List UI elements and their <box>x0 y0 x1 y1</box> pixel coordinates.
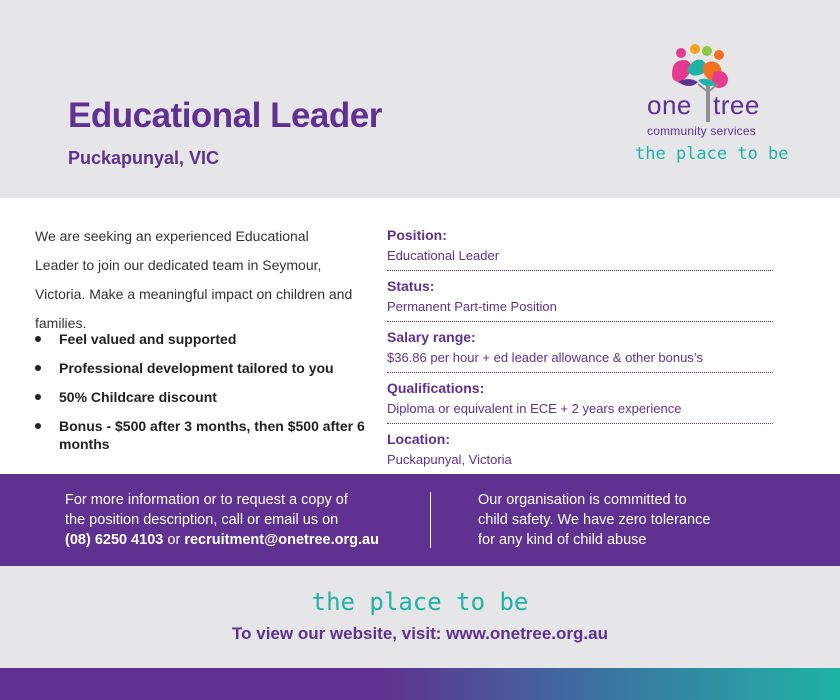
contact-info <box>65 490 415 550</box>
detail-status <box>387 277 773 322</box>
detail-value: $36.86 per hour + ed leader allowance & other bonus’s <box>387 350 703 365</box>
detail-value: Diploma or equivalent in ECE + 2 years experience <box>387 401 682 416</box>
contact-line <box>65 530 415 550</box>
detail-label: Salary range: <box>387 329 476 345</box>
onetree-logo <box>628 42 788 172</box>
contact-line: For more information or to request a copy of <box>65 492 348 508</box>
logo-word-one: one <box>647 90 692 120</box>
email-link[interactable]: recruitment@onetree.org.au <box>184 532 379 548</box>
detail-label: Location: <box>387 431 450 447</box>
detail-label: Status: <box>387 278 435 294</box>
footer-tagline: the place to be <box>311 588 529 616</box>
safety-line: Our organisation is committed to <box>478 492 687 508</box>
detail-qualifications <box>387 379 773 424</box>
detail-value: Puckapunyal, Victoria <box>387 452 512 467</box>
detail-label: Position: <box>387 227 447 243</box>
list-item: 50% Childcare discount <box>35 388 365 406</box>
detail-location <box>387 430 773 474</box>
website-link[interactable]: To view our website, visit: www.onetree.org.au <box>232 624 608 643</box>
child-safety-statement <box>478 490 768 550</box>
safety-line: child safety. We have zero tolerance <box>478 512 711 528</box>
safety-line: for any kind of child abuse <box>478 532 647 548</box>
detail-value: Permanent Part-time Position <box>387 299 557 314</box>
detail-salary <box>387 328 773 373</box>
logo-community-services: community services <box>647 124 756 138</box>
contact-line: the position description, call or email us on <box>65 512 339 528</box>
logo-tagline: the place to be <box>635 144 789 164</box>
contact-band <box>0 474 840 566</box>
page-subtitle: Puckapunyal, VIC <box>68 148 220 168</box>
detail-value: Educational Leader <box>387 248 500 263</box>
list-item: Professional development tailored to you <box>35 359 365 377</box>
footer-band <box>0 566 840 668</box>
contact-divider <box>430 492 431 548</box>
contact-or: or <box>167 532 181 548</box>
logo-word-tree: tree <box>713 90 760 120</box>
job-details <box>387 226 773 480</box>
list-item: Bonus - $500 after 3 months, then $500 after 6 months <box>35 417 365 453</box>
page-title: Educational Leader <box>68 96 382 135</box>
phone-link[interactable]: (08) 6250 4103 <box>65 532 164 548</box>
header-band <box>0 0 840 198</box>
bottom-gradient-strip <box>0 668 840 700</box>
intro-paragraph: We are seeking an experienced Educational Leader to join our dedicated team in Seymour, Victoria. Make a meaningful impact on children and families. <box>35 228 353 331</box>
benefits-list <box>35 330 365 464</box>
list-item: Feel valued and supported <box>35 330 365 348</box>
detail-label: Qualifications: <box>387 380 485 396</box>
detail-position <box>387 226 773 271</box>
